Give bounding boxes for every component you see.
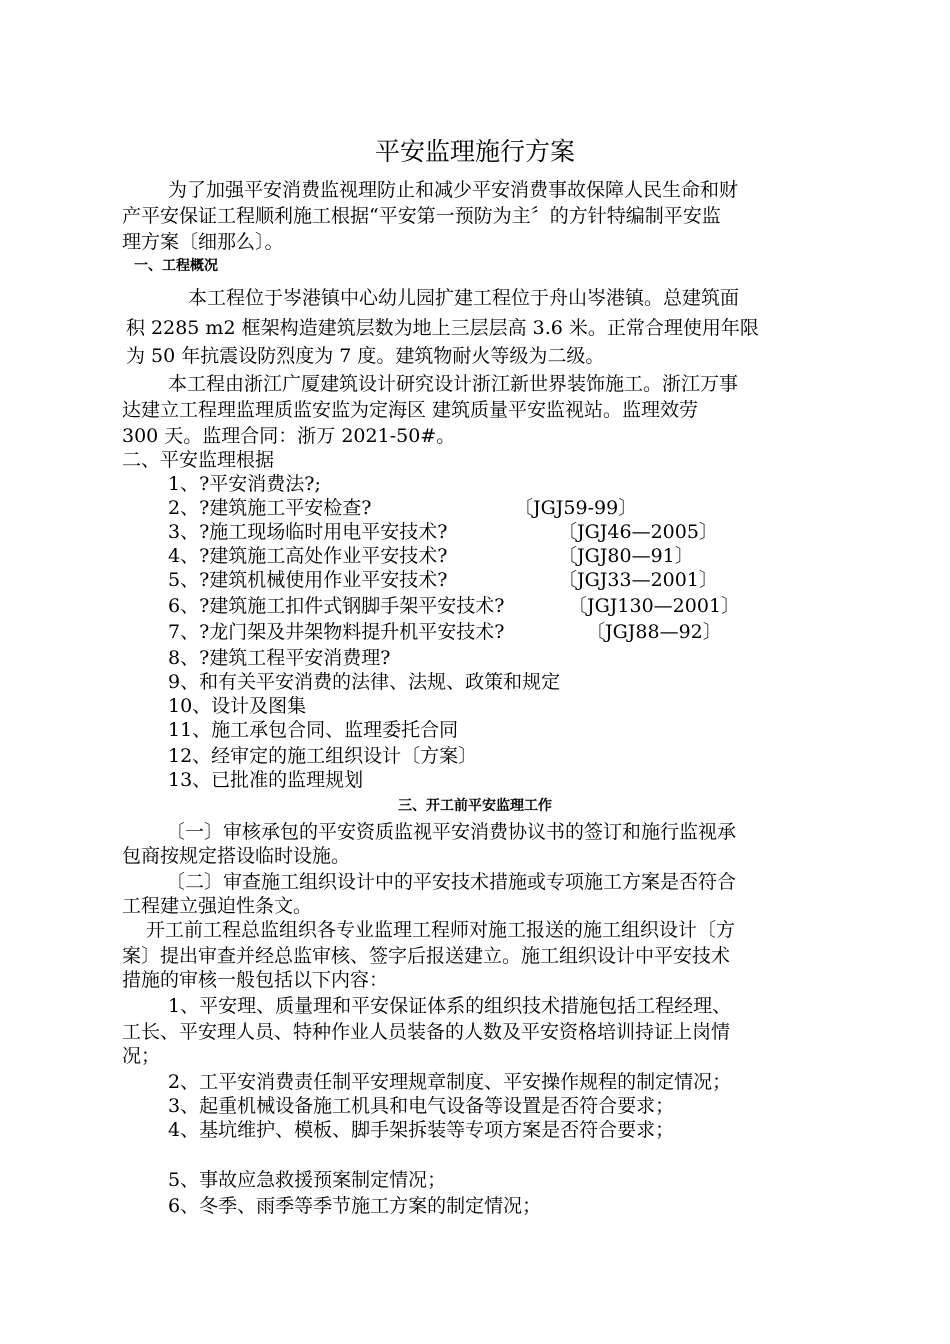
prework-p3-line-1: 开工前工程总监组织各专业监理工程师对施工报送的施工组织设计〔方	[146, 919, 736, 941]
basis-item-2: 2、?建筑施工平安检查? 〔JGJ59-99〕	[168, 497, 638, 519]
overview-line-1: 本工程位于岑港镇中心幼儿园扩建工程位于舟山岑港镇。总建筑面	[188, 287, 740, 309]
prework-p3-line-3: 措施的审核一般包括以下内容：	[122, 969, 389, 991]
section-1-heading: 一、工程概况	[134, 258, 218, 274]
basis-item-7: 7、?龙门架及井架物料提升机平安技术? 〔JGJ88—92〕	[168, 621, 722, 643]
prework-p3-line-2: 案〕提出审查并经总监审核、签字后报送建立。施工组织设计中平安技术	[122, 945, 731, 967]
review-item-6: 6、冬季、雨季等季节施工方案的制定情况；	[168, 1195, 542, 1217]
section-2-heading: 二、平安监理根据	[122, 449, 275, 471]
overview-line-2: 积 2285 m2 框架构造建筑层数为地上三层层高 3.6 米。正常合理使用年限	[126, 317, 759, 339]
basis-item-12: 12、经审定的施工组织设计〔方案〕	[168, 745, 478, 767]
overview-line-3: 为 50 年抗震设防烈度为 7 度。建筑物耐火等级为二级。	[126, 345, 605, 367]
page-title: 平安监理施行方案	[374, 137, 575, 166]
standard-code: 〔JGJ59-99〕	[514, 497, 638, 519]
standard-code: 〔JGJ130—2001〕	[568, 595, 741, 617]
intro-line-2: 产平安保证工程顺利施工根据“平安第一预防为主〞的方针特编制平安监	[122, 205, 721, 227]
review-item-3: 3、起重机械设备施工机具和电气设备等设置是否符合要求；	[168, 1095, 675, 1117]
review-item-2: 2、工平安消费责任制平安理规章制度、平安操作规程的制定情况；	[168, 1071, 732, 1093]
basis-item-10: 10、设计及图集	[168, 695, 307, 717]
basis-item-6: 6、?建筑施工扣件式钢脚手架平安技术? 〔JGJ130—2001〕	[168, 595, 741, 617]
standard-code: 〔JGJ33—2001〕	[558, 569, 718, 591]
basis-item-13: 13、已批准的监理规划	[168, 769, 364, 791]
standard-code: 〔JGJ80—91〕	[558, 545, 694, 567]
review-item-1-line-2: 工长、平安理人员、特种作业人员装备的人数及平安资格培训持证上岗情	[122, 1021, 731, 1043]
basis-item-8: 8、?建筑工程平安消费理?	[168, 647, 391, 669]
review-item-5: 5、事故应急救援预案制定情况；	[168, 1169, 447, 1191]
basis-item-1: 1、?平安消费法?;	[168, 473, 321, 495]
review-item-1-line-3: 况；	[122, 1045, 161, 1067]
standard-code: 〔JGJ88—92〕	[586, 621, 722, 643]
standard-code: 〔JGJ46—2005〕	[558, 521, 718, 543]
section-3-heading: 三、开工前平安监理工作	[398, 798, 552, 814]
intro-line-1: 为了加强平安消费监视理防止和减少平安消费事故保障人民生命和财	[168, 179, 739, 201]
intro-line-3: 理方案〔细那么〕。	[122, 231, 284, 253]
basis-item-4: 4、?建筑施工高处作业平安技术? 〔JGJ80—91〕	[168, 545, 694, 567]
basis-item-3: 3、?施工现场临时用电平安技术? 〔JGJ46—2005〕	[168, 521, 718, 543]
prework-p2-line-2: 工程建立强迫性条文。	[122, 895, 313, 917]
basis-item-5: 5、?建筑机械使用作业平安技术? 〔JGJ33—2001〕	[168, 569, 718, 591]
overview-line-5: 达建立工程理监理质监安监为定海区 建筑质量平安监视站。监理效劳	[122, 399, 699, 421]
overview-line-6: 300 天。监理合同：浙万 2021-50#。	[122, 425, 456, 447]
review-item-1-line-1: 1、平安理、质量理和平安保证体系的组织技术措施包括工程经理、	[168, 995, 732, 1017]
review-item-4: 4、基坑维护、模板、脚手架拆装等专项方案是否符合要求；	[168, 1119, 675, 1141]
prework-p1-line-1: 〔一〕审核承包的平安资质监视平安消费协议书的签订和施行监视承	[166, 821, 737, 843]
overview-line-4: 本工程由浙江广厦建筑设计研究设计浙江新世界装饰施工。浙江万事	[168, 373, 739, 395]
prework-p1-line-2: 包商按规定搭设临时设施。	[122, 845, 351, 867]
prework-p2-line-1: 〔二〕审查施工组织设计中的平安技术措施或专项施工方案是否符合	[166, 871, 737, 893]
basis-item-11: 11、施工承包合同、监理委托合同	[168, 719, 459, 741]
basis-item-9: 9、和有关平安消费的法律、法规、政策和规定	[168, 671, 561, 693]
